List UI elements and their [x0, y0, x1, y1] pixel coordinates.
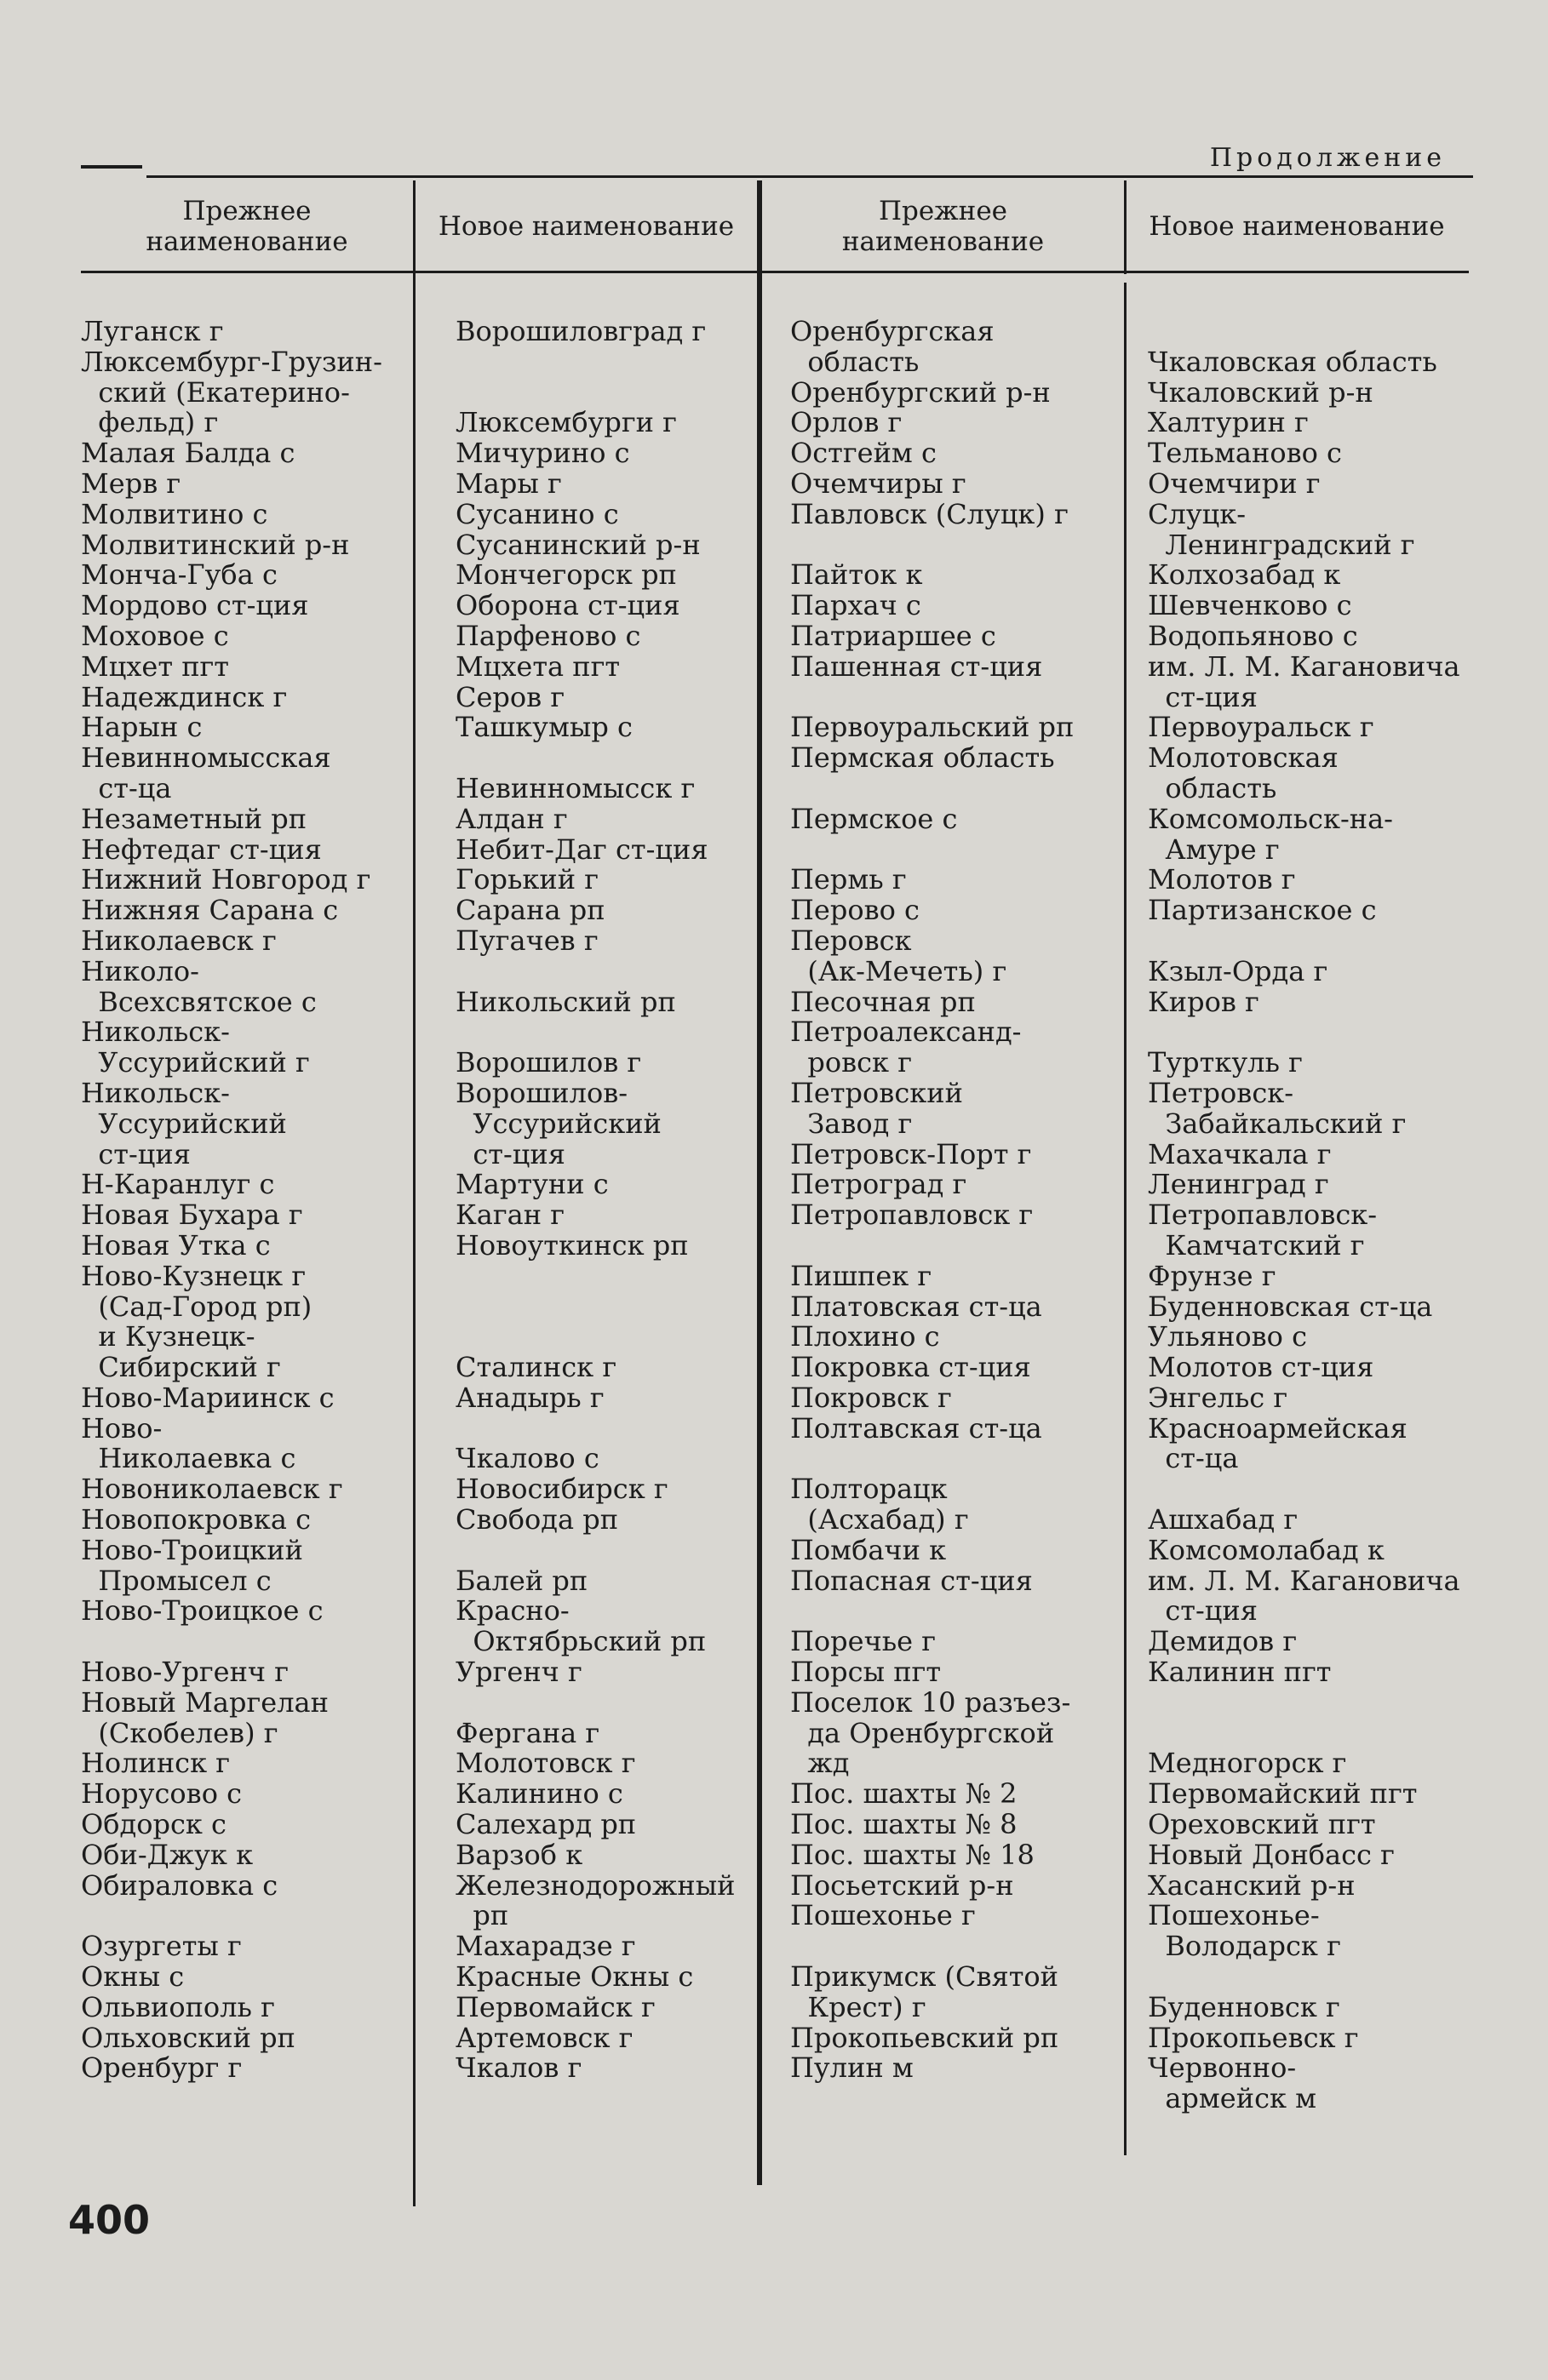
- new-name: Каган г: [456, 1199, 565, 1232]
- table-row: [81, 926, 735, 957]
- new-name: Шевченково с: [1148, 589, 1352, 622]
- old-name: Новая Бухара г: [81, 1199, 303, 1232]
- new-name: Невинномысск г: [456, 771, 696, 804]
- table-row: [790, 865, 1460, 895]
- new-name: Железнодорожный рп: [456, 1868, 736, 1932]
- new-name: Киров г: [1148, 985, 1259, 1018]
- table-row: [790, 408, 1460, 438]
- new-name: Ташкумыр с: [456, 711, 633, 744]
- new-name: Сарана рп: [456, 894, 605, 927]
- old-name: Пермь г: [790, 863, 907, 896]
- new-name: Червонно- армейск м: [1148, 2051, 1317, 2115]
- new-name: Ленинград г: [1148, 1168, 1329, 1201]
- new-name: Люксембурги г: [456, 406, 677, 439]
- new-name: Мартуни с: [456, 1168, 609, 1201]
- table-row: [81, 649, 735, 683]
- new-name: Буденновск г: [1148, 1990, 1340, 2023]
- new-name: Партизанское с: [1148, 894, 1377, 927]
- new-name: Прокопьевск г: [1148, 2021, 1359, 2054]
- table-row: [790, 804, 1460, 866]
- old-name: Покровск г: [790, 1381, 952, 1414]
- header-rule: [81, 271, 1469, 273]
- table-row: [790, 560, 1460, 591]
- right-table: [790, 317, 1460, 2114]
- continuation-label: Продолжение: [1209, 143, 1446, 173]
- table-row: [81, 1474, 735, 1505]
- table-row: [81, 1228, 735, 1262]
- new-name: Ургенч г: [456, 1656, 582, 1689]
- new-name: Мары г: [456, 466, 562, 500]
- old-name: Пайток к: [790, 558, 923, 592]
- new-name: Сусанинский р-н: [456, 528, 701, 561]
- old-name: Никольск- Уссурийский ст-ция: [81, 1076, 287, 1170]
- old-name: Перовск (Ак-Мечеть) г: [790, 924, 1007, 987]
- table-row: [81, 1596, 735, 1657]
- table-row: [790, 1137, 1460, 1170]
- table-row: [790, 1259, 1460, 1292]
- new-name: Чкаловская область: [1148, 345, 1437, 378]
- old-name: Плохино с: [790, 1320, 940, 1353]
- old-name: Нижняя Сарана с: [81, 894, 339, 927]
- table-row: [790, 987, 1460, 1018]
- new-name: Калинино с: [456, 1777, 623, 1811]
- old-name: Павловск (Слуцк) г: [790, 497, 1069, 530]
- old-name: Прикумск (Святой Крест) г: [790, 1960, 1058, 2023]
- table-row: [790, 743, 1460, 804]
- old-name: Очемчиры г: [790, 466, 966, 500]
- old-name: Окны с: [81, 1960, 185, 1994]
- table-row: [81, 530, 735, 561]
- new-name: Ворошилов г: [456, 1046, 642, 1079]
- old-name: Поречье г: [790, 1625, 937, 1658]
- table-row: [790, 1868, 1460, 1902]
- table-row: [790, 1078, 1460, 1140]
- table-row: [81, 438, 735, 469]
- table-row: [790, 466, 1460, 500]
- new-name: Новый Донбасс г: [1148, 1838, 1395, 1871]
- new-name: Фергана г: [456, 1716, 600, 1749]
- new-name: Колхозабад к: [1148, 558, 1341, 592]
- new-name: Варзоб к: [456, 1838, 583, 1871]
- new-name: Ашхабад г: [1148, 1503, 1299, 1536]
- table-row: [790, 1533, 1460, 1566]
- new-name: Петровск- Забайкальский г: [1148, 1076, 1407, 1140]
- table-row: [81, 1990, 735, 2023]
- old-name: Никольск- Уссурийский г: [81, 1016, 310, 1079]
- old-name: Ново- Николаевка с: [81, 1411, 296, 1475]
- old-name: Невинномысская ст-ца: [81, 741, 331, 804]
- table-row: [81, 317, 735, 347]
- new-name: Мичурино с: [456, 437, 630, 470]
- old-name: Орлов г: [790, 406, 903, 439]
- old-name: Петровск-Порт г: [790, 1137, 1032, 1170]
- table-row: [790, 1411, 1460, 1475]
- old-name: Патриаршее с: [790, 619, 996, 652]
- new-name: Первомайский пгт: [1148, 1777, 1418, 1811]
- new-name: Пошехонье- Володарск г: [1148, 1899, 1341, 1963]
- table-row: [81, 832, 735, 866]
- new-name: Первомайск г: [456, 1990, 656, 2023]
- old-name: Нолинск г: [81, 1747, 231, 1780]
- left-table: [81, 317, 735, 2084]
- table-row: [790, 375, 1460, 409]
- page-number: 400: [68, 2197, 151, 2243]
- table-row: [81, 1840, 735, 1871]
- old-name: Новопокровка с: [81, 1503, 311, 1536]
- new-name: Молотовская область: [1148, 741, 1339, 804]
- table-row: [790, 1383, 1460, 1414]
- new-name: Халтурин г: [1148, 406, 1309, 439]
- old-name: Малая Балда с: [81, 437, 295, 470]
- table-row: [790, 1810, 1460, 1840]
- new-name: Турткуль г: [1148, 1046, 1303, 1079]
- table-row: [790, 2023, 1460, 2054]
- header-old-name-right: Прежнее наименование: [841, 196, 1045, 257]
- old-name: Остгейм с: [790, 437, 937, 470]
- old-name: Обираловка с: [81, 1868, 278, 1902]
- table-row: [790, 1474, 1460, 1536]
- table-row: [81, 2023, 735, 2054]
- table-row: [790, 1017, 1460, 1078]
- old-name: Мордово ст-ция: [81, 589, 309, 622]
- new-name: Мцхета пгт: [456, 649, 621, 683]
- old-name: Петровский Завод г: [790, 1076, 963, 1140]
- table-row: [81, 1017, 735, 1078]
- old-name: Надеждинск г: [81, 680, 288, 713]
- top-rule: [146, 175, 1473, 178]
- old-name: Пулин м: [790, 2051, 914, 2085]
- table-row: [81, 1259, 735, 1384]
- table-row: [81, 1962, 735, 1993]
- table-row: [790, 497, 1460, 561]
- new-name: Ульяново с: [1148, 1320, 1308, 1353]
- old-name: Пишпек г: [790, 1259, 932, 1292]
- table-row: [81, 2053, 735, 2084]
- table-row: [81, 560, 735, 591]
- old-name: Пошехонье г: [790, 1899, 976, 1932]
- new-name: Свобода рп: [456, 1503, 619, 1536]
- table-row: [81, 680, 735, 713]
- old-name: Первоуральский рп: [790, 711, 1075, 744]
- old-name: Монча-Губа с: [81, 558, 278, 592]
- new-name: Новосибирск г: [456, 1473, 668, 1506]
- new-name: Анадырь г: [456, 1381, 605, 1414]
- old-name: Ольховский рп: [81, 2021, 295, 2054]
- old-name: Мцхет пгт: [81, 649, 229, 683]
- old-name: Поселок 10 разъез- да Оренбургской жд: [790, 1685, 1071, 1780]
- new-name: Чкаловский р-н: [1148, 375, 1373, 409]
- table-row: [790, 1200, 1460, 1262]
- new-name: Оборона ст-ция: [456, 589, 680, 622]
- new-name: Сусанино с: [456, 497, 619, 530]
- new-name: Фрунзе г: [1148, 1259, 1276, 1292]
- table-row: [790, 621, 1460, 652]
- old-name: Полтавская ст-ца: [790, 1411, 1042, 1445]
- table-row: [790, 317, 1460, 378]
- table-row: [790, 712, 1460, 743]
- table-row: [790, 2053, 1460, 2114]
- table-row: [81, 1078, 735, 1170]
- old-name: Новый Маргелан (Скобелев) г: [81, 1685, 329, 1749]
- new-name: Комсомолабад к: [1148, 1533, 1385, 1566]
- new-name: им. Л. М. Кагановича ст-ция: [1148, 1564, 1460, 1628]
- table-row: [81, 954, 735, 1018]
- new-name: Салехард рп: [456, 1808, 637, 1841]
- old-name: Норусово с: [81, 1777, 243, 1811]
- old-name: Песочная рп: [790, 985, 976, 1018]
- old-name: Петроград г: [790, 1168, 967, 1201]
- table-row: [790, 1353, 1460, 1383]
- new-name: Ворошиловград г: [456, 315, 707, 347]
- table-row: [81, 712, 735, 743]
- old-name: Пос. шахты № 18: [790, 1838, 1035, 1871]
- header-new-name-right: Новое наименование: [1149, 211, 1445, 242]
- new-name: Ворошилов- Уссурийский ст-ция: [456, 1076, 662, 1170]
- table-row: [81, 1657, 735, 1688]
- top-rule-left: [81, 165, 142, 169]
- table-row: [81, 347, 735, 438]
- old-name: Незаметный рп: [81, 802, 307, 835]
- new-name: Молотовск г: [456, 1747, 636, 1780]
- old-name: Николо- Всехсвятское с: [81, 954, 317, 1018]
- old-name: Посьетский р-н: [790, 1868, 1014, 1902]
- table-row: [790, 1901, 1460, 1962]
- table-row: [81, 497, 735, 530]
- old-name: Пашенная ст-ция: [790, 649, 1043, 683]
- old-name: Попасная ст-ция: [790, 1564, 1033, 1597]
- new-name: Слуцк- Ленинградский г: [1148, 497, 1415, 561]
- new-name: Серов г: [456, 680, 565, 713]
- new-name: Комсомольск-на- Амуре г: [1148, 802, 1393, 866]
- new-name: Махарадзе г: [456, 1930, 636, 1963]
- new-name: Ореховский пгт: [1148, 1808, 1376, 1841]
- new-name: Артемовск г: [456, 2021, 634, 2054]
- table-row: [790, 1685, 1460, 1780]
- old-name: Люксембург-Грузин- ский (Екатерино- фельд) г: [81, 345, 382, 439]
- old-name: Нижний Новгород г: [81, 863, 371, 896]
- table-row: [81, 1685, 735, 1749]
- old-name: Перово с: [790, 894, 920, 927]
- table-row: [790, 1566, 1460, 1628]
- new-name: Демидов г: [1148, 1625, 1298, 1658]
- old-name: Озургеты г: [81, 1930, 242, 1963]
- old-name: Новониколаевск г: [81, 1473, 343, 1506]
- divider-main: [757, 180, 762, 2185]
- table-row: [81, 1810, 735, 1840]
- table-row: [790, 1170, 1460, 1200]
- new-name: Петропавловск- Камчатский г: [1148, 1199, 1378, 1262]
- table-row: [790, 1292, 1460, 1323]
- table-row: [790, 1840, 1460, 1871]
- old-name: Ново-Троицкий Промысел с: [81, 1533, 303, 1597]
- table-row: [81, 1170, 735, 1200]
- new-name: Очемчири г: [1148, 466, 1321, 500]
- old-name: Молвитино с: [81, 497, 268, 530]
- table-row: [81, 865, 735, 895]
- table-row: [81, 466, 735, 500]
- old-name: Оренбург г: [81, 2051, 243, 2085]
- old-name: Ново-Кузнецк г (Сад-Город рп) и Кузнецк- Сибирский г: [81, 1259, 312, 1384]
- old-name: Н-Каранлуг с: [81, 1168, 275, 1201]
- old-name: Пос. шахты № 2: [790, 1777, 1018, 1811]
- old-name: Пермское с: [790, 802, 958, 835]
- table-row: [790, 1657, 1460, 1688]
- table-row: [81, 1200, 735, 1231]
- old-name: Покровка ст-ция: [790, 1351, 1031, 1384]
- new-name: Медногорск г: [1148, 1747, 1347, 1780]
- new-name: Хасанский р-н: [1148, 1868, 1356, 1902]
- header-old-name-left: Прежнее наименование: [146, 196, 348, 257]
- old-name: Николаевск г: [81, 924, 277, 957]
- new-name: Первоуральск г: [1148, 711, 1374, 744]
- old-name: Оренбургский р-н: [790, 375, 1051, 409]
- new-name: Махачкала г: [1148, 1137, 1332, 1170]
- table-row: [81, 1779, 735, 1810]
- table-row: [81, 1383, 735, 1414]
- table-row: [81, 895, 735, 926]
- old-name: Порсы пгт: [790, 1656, 942, 1689]
- new-name: Тельманово с: [1148, 437, 1342, 470]
- new-name: Водопьяново с: [1148, 619, 1358, 652]
- table-row: [81, 1533, 735, 1597]
- new-name: Красноармейская ст-ца: [1148, 1411, 1408, 1475]
- table-row: [81, 1748, 735, 1779]
- table-row: [790, 438, 1460, 469]
- old-name: Платовская ст-ца: [790, 1290, 1042, 1323]
- old-name: Мерв г: [81, 466, 181, 500]
- old-name: Луганск г: [81, 315, 224, 347]
- table-row: [81, 1505, 735, 1536]
- old-name: Пархач с: [790, 589, 921, 622]
- old-name: Пермская область: [790, 741, 1055, 775]
- old-name: Помбачи к: [790, 1533, 947, 1566]
- new-name: Калинин пгт: [1148, 1656, 1332, 1689]
- old-name: Нефтедаг ст-ция: [81, 832, 322, 866]
- new-name: Небит-Даг ст-ция: [456, 832, 708, 866]
- header-new-name-left: Новое наименование: [438, 211, 735, 242]
- old-name: Моховое с: [81, 619, 229, 652]
- new-name: Красно- Октябрьский рп: [456, 1594, 707, 1658]
- new-name: Парфеново с: [456, 619, 641, 652]
- table-row: [790, 591, 1460, 621]
- old-name: Новая Утка с: [81, 1228, 271, 1262]
- table-row: [81, 1411, 735, 1475]
- table-row: [790, 649, 1460, 713]
- new-name: Красные Окны с: [456, 1960, 694, 1994]
- table-row: [790, 926, 1460, 987]
- table-row: [81, 1868, 736, 1932]
- table-row: [790, 1322, 1460, 1353]
- old-name: Петропавловск г: [790, 1199, 1034, 1232]
- old-name: Полторацк (Асхабад) г: [790, 1473, 969, 1536]
- new-name: Горький г: [456, 863, 599, 896]
- old-name: Прокопьевский рп: [790, 2021, 1059, 2054]
- table-row: [790, 1779, 1460, 1810]
- old-name: Молвитинский р-н: [81, 528, 350, 561]
- new-name: Сталинск г: [456, 1351, 617, 1384]
- new-name: Никольский рп: [456, 985, 676, 1018]
- table-row: [81, 621, 735, 652]
- new-name: Пугачев г: [456, 924, 599, 957]
- old-name: Ново-Ургенч г: [81, 1656, 289, 1689]
- table-row: [790, 895, 1460, 926]
- new-name: Чкалов г: [456, 2051, 582, 2085]
- new-name: Балей рп: [456, 1564, 588, 1597]
- table-row: [790, 1962, 1460, 2023]
- old-name: Ново-Мариинск с: [81, 1381, 335, 1414]
- table-row: [81, 591, 735, 621]
- old-name: Ново-Троицкое с: [81, 1594, 324, 1628]
- old-name: Ольвиополь г: [81, 1990, 275, 2023]
- new-name: Алдан г: [456, 802, 568, 835]
- new-name: Кзыл-Орда г: [1148, 954, 1328, 987]
- old-name: Оби-Джук к: [81, 1838, 254, 1871]
- old-name: Нарын с: [81, 711, 203, 744]
- table-row: [81, 804, 735, 835]
- old-name: Петроалександ- ровск г: [790, 1016, 1022, 1079]
- old-name: Обдорск с: [81, 1808, 226, 1841]
- table-row: [790, 1627, 1460, 1657]
- new-name: Молотов ст-ция: [1148, 1351, 1374, 1384]
- new-name: Чкалово с: [456, 1442, 599, 1475]
- table-row: [81, 1931, 735, 1962]
- new-name: им. Л. М. Кагановича ст-ция: [1148, 649, 1460, 713]
- new-name: Молотов г: [1148, 863, 1296, 896]
- table-row: [81, 743, 735, 804]
- new-name: Энгельс г: [1148, 1381, 1288, 1414]
- old-name: Оренбургская область: [790, 315, 995, 378]
- new-name: Буденновская ст-ца: [1148, 1290, 1433, 1323]
- old-name: Пос. шахты № 8: [790, 1808, 1018, 1841]
- new-name: Новоуткинск рп: [456, 1228, 689, 1262]
- new-name: Мончегорск рп: [456, 558, 677, 592]
